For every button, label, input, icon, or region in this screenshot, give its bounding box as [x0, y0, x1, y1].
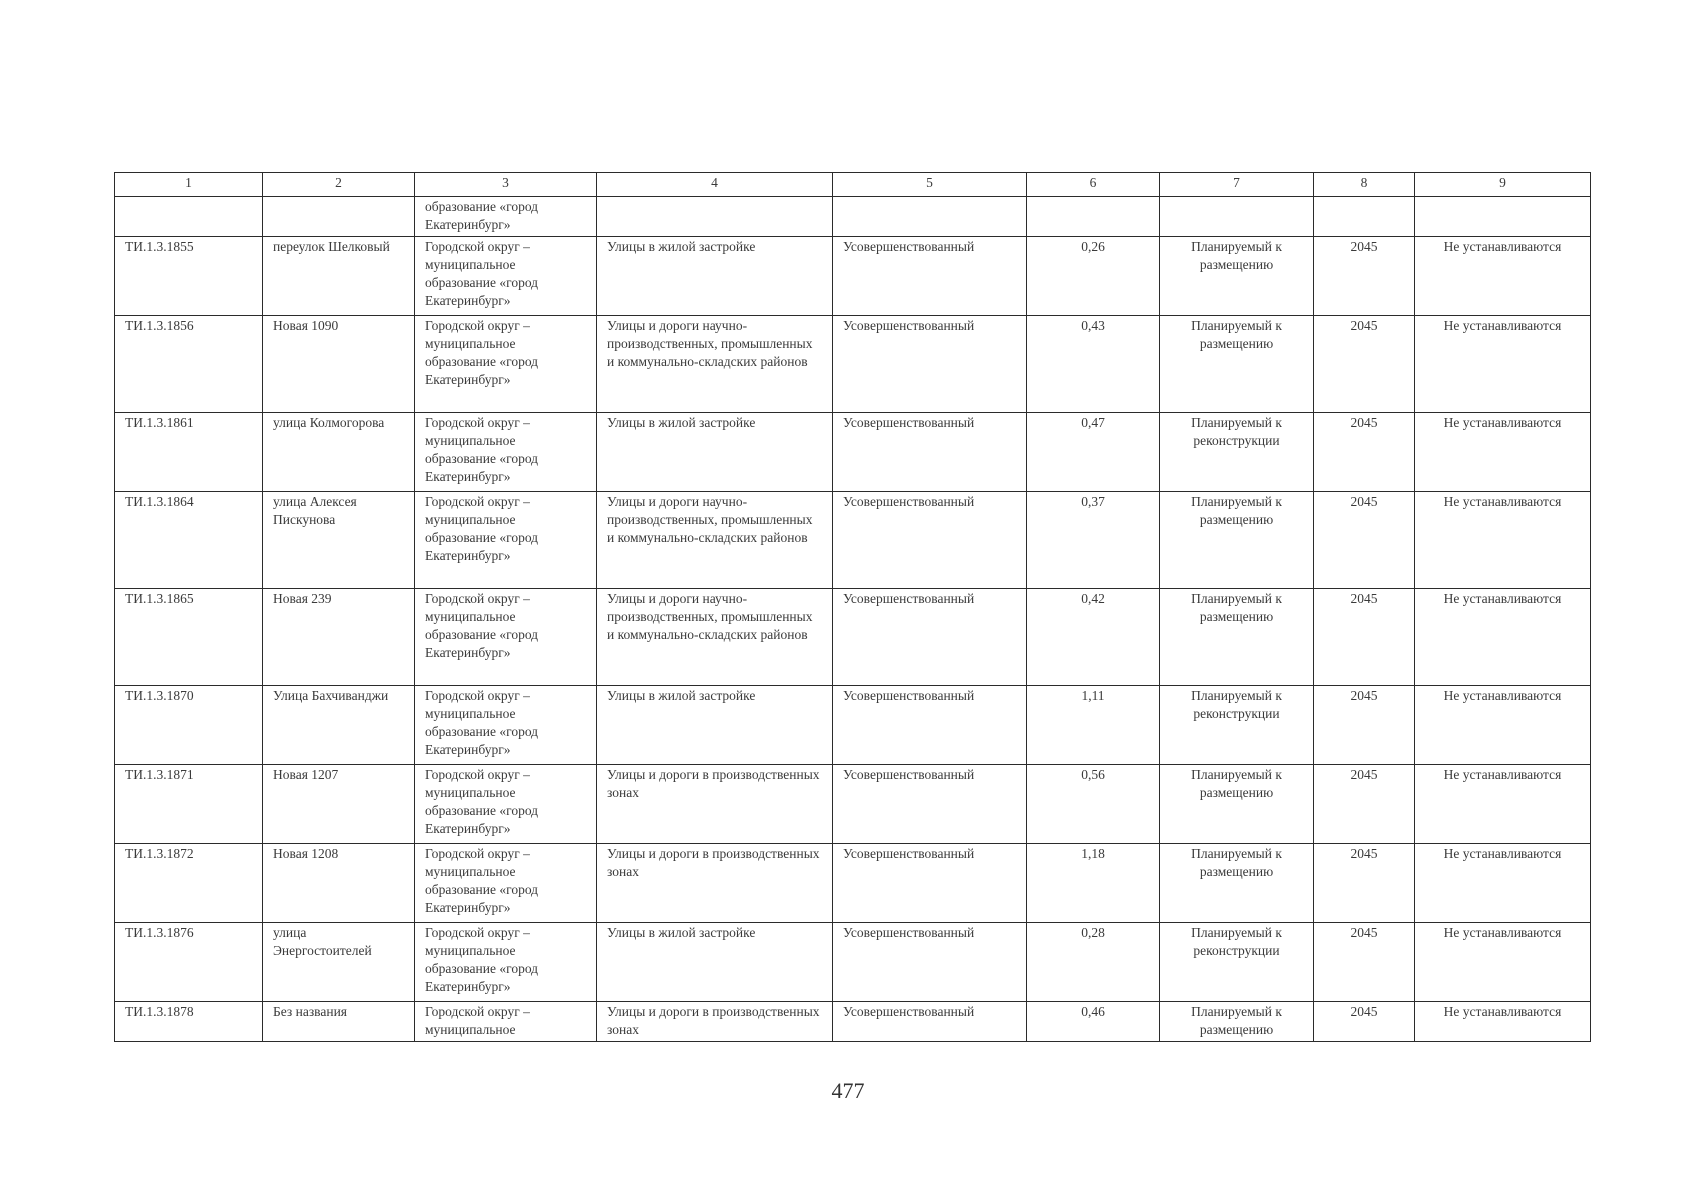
pavement-type-cell	[833, 197, 1027, 237]
year-cell: 2045	[1314, 923, 1415, 1002]
road-category-cell: Улицы в жилой застройке	[597, 686, 833, 765]
object-id-cell: ТИ.1.3.1870	[115, 686, 263, 765]
status-cell: Планируемый к реконструкции	[1160, 923, 1314, 1002]
status-cell: Планируемый к размещению	[1160, 316, 1314, 413]
length-cell	[1027, 197, 1160, 237]
pavement-type-cell: Усовершенствованный	[833, 686, 1027, 765]
municipality-cell: Городской округ – муниципальное образование «город Екатеринбург»	[415, 844, 597, 923]
road-category-cell: Улицы и дороги в производственных зонах	[597, 1002, 833, 1042]
pavement-type-cell: Усовершенствованный	[833, 413, 1027, 492]
pavement-type-cell: Усовершенствованный	[833, 844, 1027, 923]
street-name-cell: улица Энергостоителей	[263, 923, 415, 1002]
pavement-type-cell: Усовершенствованный	[833, 765, 1027, 844]
year-cell: 2045	[1314, 237, 1415, 316]
object-id-cell: ТИ.1.3.1864	[115, 492, 263, 589]
pavement-type-cell: Усовершенствованный	[833, 237, 1027, 316]
object-id-cell: ТИ.1.3.1876	[115, 923, 263, 1002]
table-row	[115, 237, 1591, 316]
road-category-cell: Улицы и дороги научно-производственных, промышленных и коммунально-складских районов	[597, 492, 833, 589]
street-name-cell: улица Колмогорова	[263, 413, 415, 492]
restrictions-cell	[1415, 197, 1591, 237]
length-cell: 0,28	[1027, 923, 1160, 1002]
length-cell: 1,11	[1027, 686, 1160, 765]
object-id-cell: ТИ.1.3.1878	[115, 1002, 263, 1042]
length-cell: 0,47	[1027, 413, 1160, 492]
restrictions-cell: Не устанавливаются	[1415, 237, 1591, 316]
column-header: 9	[1415, 173, 1591, 197]
pavement-type-cell: Усовершенствованный	[833, 316, 1027, 413]
column-header: 8	[1314, 173, 1415, 197]
status-cell: Планируемый к размещению	[1160, 765, 1314, 844]
municipality-cell: Городской округ – муниципальное образование «город Екатеринбург»	[415, 589, 597, 686]
restrictions-cell: Не устанавливаются	[1415, 1002, 1591, 1042]
length-cell: 0,43	[1027, 316, 1160, 413]
restrictions-cell: Не устанавливаются	[1415, 492, 1591, 589]
table-row	[115, 492, 1591, 589]
street-name-cell: Новая 239	[263, 589, 415, 686]
column-header: 2	[263, 173, 415, 197]
column-header: 5	[833, 173, 1027, 197]
status-cell: Планируемый к размещению	[1160, 844, 1314, 923]
street-name-cell: Новая 1090	[263, 316, 415, 413]
municipality-cell: Городской округ – муниципальное образование «город Екатеринбург»	[415, 413, 597, 492]
year-cell: 2045	[1314, 492, 1415, 589]
length-cell: 0,46	[1027, 1002, 1160, 1042]
restrictions-cell: Не устанавливаются	[1415, 923, 1591, 1002]
table-row	[115, 1002, 1591, 1042]
status-cell	[1160, 197, 1314, 237]
road-category-cell	[597, 197, 833, 237]
year-cell: 2045	[1314, 765, 1415, 844]
municipality-cell: образование «город Екатеринбург»	[415, 197, 597, 237]
status-cell: Планируемый к реконструкции	[1160, 686, 1314, 765]
object-id-cell: ТИ.1.3.1871	[115, 765, 263, 844]
object-id-cell	[115, 197, 263, 237]
continuation-row	[115, 197, 1591, 237]
street-name-cell: переулок Шелковый	[263, 237, 415, 316]
page-number: 477	[831, 1078, 865, 1103]
year-cell: 2045	[1314, 413, 1415, 492]
status-cell: Планируемый к размещению	[1160, 492, 1314, 589]
status-cell: Планируемый к размещению	[1160, 589, 1314, 686]
object-id-cell: ТИ.1.3.1872	[115, 844, 263, 923]
restrictions-cell: Не устанавливаются	[1415, 316, 1591, 413]
table-row	[115, 686, 1591, 765]
road-registry-table	[114, 172, 1591, 1042]
column-number-row	[115, 173, 1591, 197]
restrictions-cell: Не устанавливаются	[1415, 765, 1591, 844]
year-cell	[1314, 197, 1415, 237]
municipality-cell: Городской округ – муниципальное образование «город Екатеринбург»	[415, 492, 597, 589]
object-id-cell: ТИ.1.3.1865	[115, 589, 263, 686]
column-header: 3	[415, 173, 597, 197]
column-header: 6	[1027, 173, 1160, 197]
restrictions-cell: Не устанавливаются	[1415, 589, 1591, 686]
table-row	[115, 413, 1591, 492]
object-id-cell: ТИ.1.3.1861	[115, 413, 263, 492]
street-name-cell: Без названия	[263, 1002, 415, 1042]
road-category-cell: Улицы в жилой застройке	[597, 413, 833, 492]
table-row	[115, 844, 1591, 923]
table-row	[115, 923, 1591, 1002]
road-category-cell: Улицы и дороги научно-производственных, промышленных и коммунально-складских районов	[597, 316, 833, 413]
municipality-cell: Городской округ – муниципальное	[415, 1002, 597, 1042]
year-cell: 2045	[1314, 686, 1415, 765]
status-cell: Планируемый к размещению	[1160, 1002, 1314, 1042]
street-name-cell: Улица Бахчиванджи	[263, 686, 415, 765]
table-body	[115, 197, 1591, 1042]
status-cell: Планируемый к реконструкции	[1160, 413, 1314, 492]
length-cell: 0,42	[1027, 589, 1160, 686]
object-id-cell: ТИ.1.3.1855	[115, 237, 263, 316]
road-category-cell: Улицы и дороги научно-производственных, промышленных и коммунально-складских районов	[597, 589, 833, 686]
road-category-cell: Улицы в жилой застройке	[597, 237, 833, 316]
pavement-type-cell: Усовершенствованный	[833, 492, 1027, 589]
street-name-cell: улица Алексея Пискунова	[263, 492, 415, 589]
year-cell: 2045	[1314, 1002, 1415, 1042]
street-name-cell: Новая 1207	[263, 765, 415, 844]
street-name-cell: Новая 1208	[263, 844, 415, 923]
municipality-cell: Городской округ – муниципальное образование «город Екатеринбург»	[415, 765, 597, 844]
pavement-type-cell: Усовершенствованный	[833, 1002, 1027, 1042]
pavement-type-cell: Усовершенствованный	[833, 923, 1027, 1002]
municipality-cell: Городской округ – муниципальное образование «город Екатеринбург»	[415, 923, 597, 1002]
length-cell: 1,18	[1027, 844, 1160, 923]
length-cell: 0,37	[1027, 492, 1160, 589]
length-cell: 0,26	[1027, 237, 1160, 316]
year-cell: 2045	[1314, 316, 1415, 413]
table-row	[115, 316, 1591, 413]
status-cell: Планируемый к размещению	[1160, 237, 1314, 316]
municipality-cell: Городской округ – муниципальное образование «город Екатеринбург»	[415, 237, 597, 316]
length-cell: 0,56	[1027, 765, 1160, 844]
street-name-cell	[263, 197, 415, 237]
municipality-cell: Городской округ – муниципальное образование «город Екатеринбург»	[415, 686, 597, 765]
municipality-cell: Городской округ – муниципальное образование «город Екатеринбург»	[415, 316, 597, 413]
object-id-cell: ТИ.1.3.1856	[115, 316, 263, 413]
restrictions-cell: Не устанавливаются	[1415, 413, 1591, 492]
road-category-cell: Улицы в жилой застройке	[597, 923, 833, 1002]
year-cell: 2045	[1314, 589, 1415, 686]
table-row	[115, 589, 1591, 686]
restrictions-cell: Не устанавливаются	[1415, 844, 1591, 923]
table-row	[115, 765, 1591, 844]
road-category-cell: Улицы и дороги в производственных зонах	[597, 844, 833, 923]
year-cell: 2045	[1314, 844, 1415, 923]
road-category-cell: Улицы и дороги в производственных зонах	[597, 765, 833, 844]
column-header: 1	[115, 173, 263, 197]
pavement-type-cell: Усовершенствованный	[833, 589, 1027, 686]
column-header: 7	[1160, 173, 1314, 197]
restrictions-cell: Не устанавливаются	[1415, 686, 1591, 765]
column-header: 4	[597, 173, 833, 197]
